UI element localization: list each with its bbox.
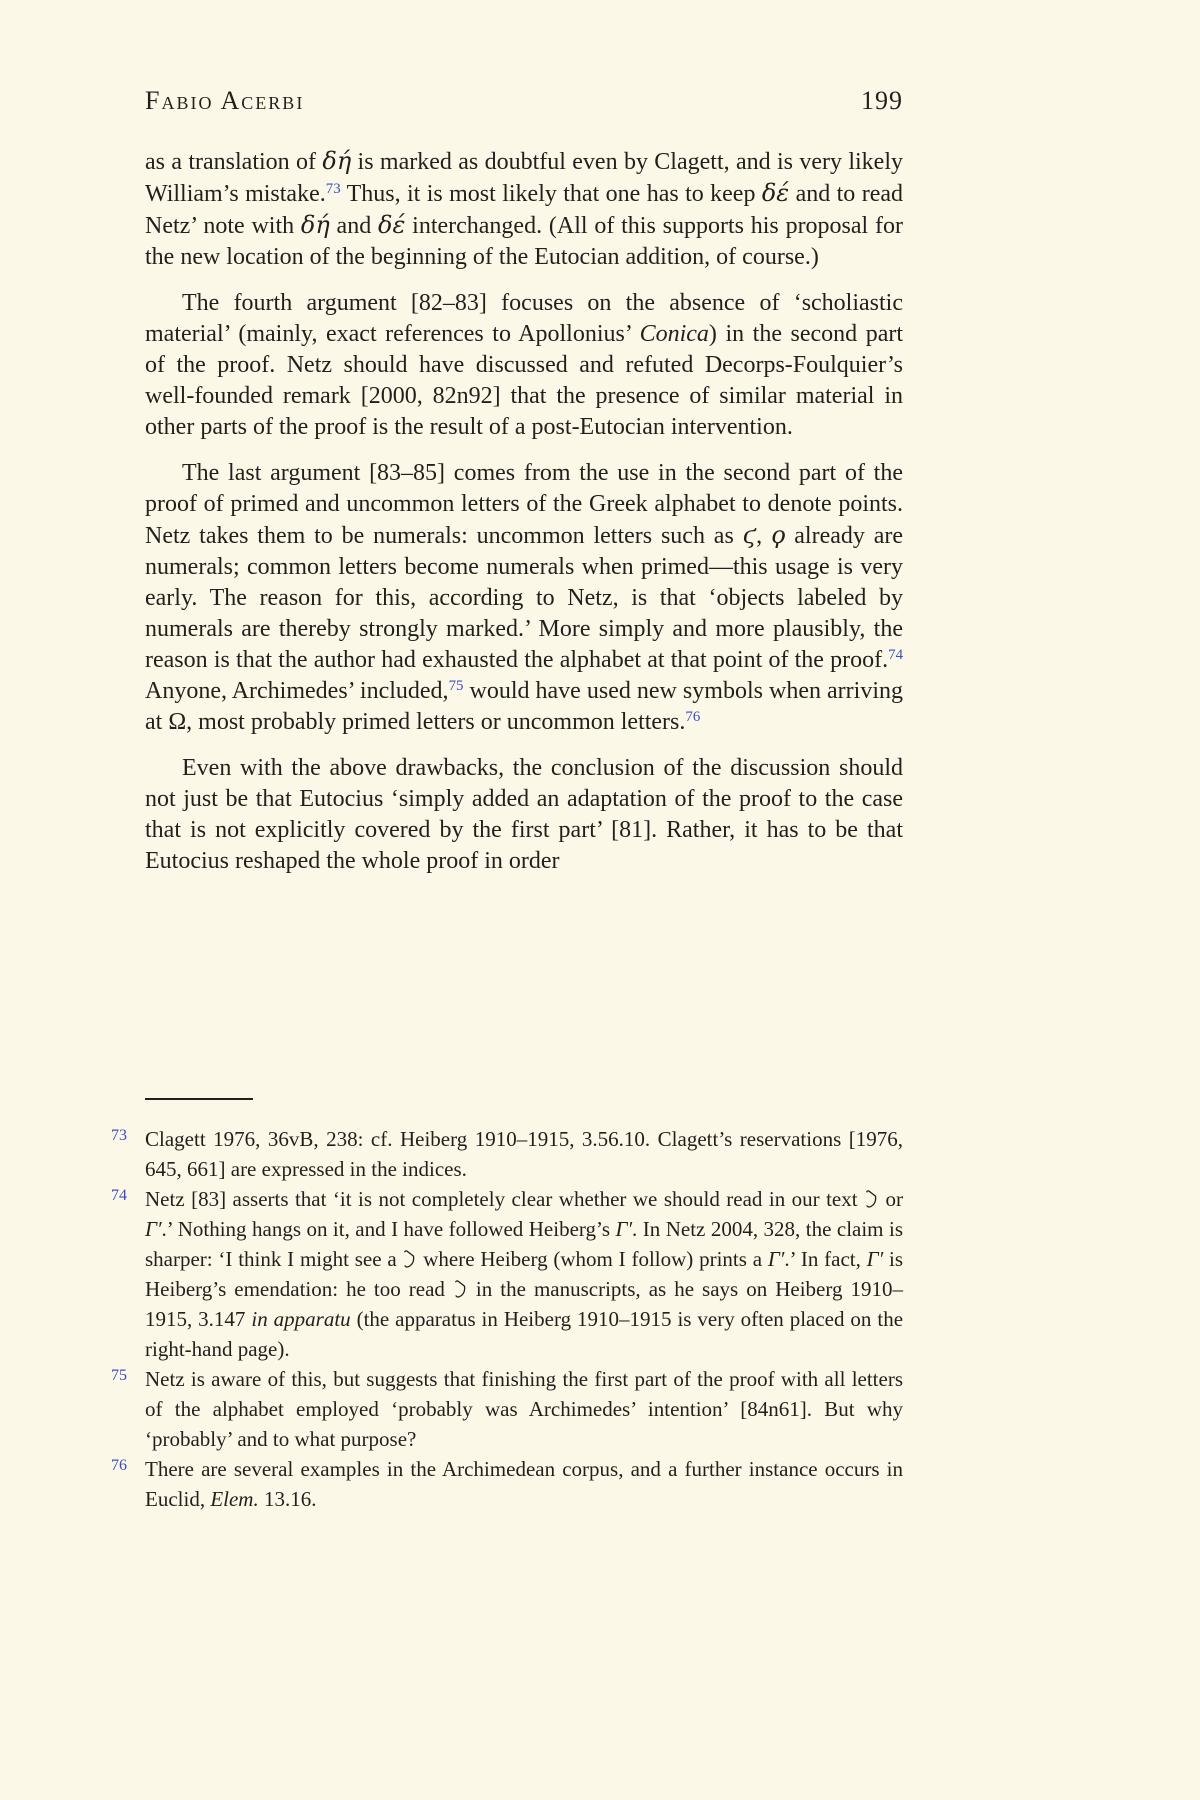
footnote-text: [145, 1367, 903, 1451]
footnote-text: [145, 1127, 903, 1181]
footnote-item: [111, 1454, 903, 1514]
text-run: Even with the above drawbacks, the conclusion of the discussion should not just be that Eutocius ‘simply added an adaptation of the proof to the case that is not explicitly covered by the first part’ [81]. Rather, it has to be that Eutocius reshaped the whole proof in order: [145, 755, 903, 874]
text-run: and: [329, 213, 379, 239]
text-run: ,: [756, 523, 771, 549]
text-run: Netz is aware of this, but suggests that finishing the first part of the proof with all letters of the alphabet employed ‘probably was Archimedes’ intention’ [84n61]. But why ‘probably’ and to what purpose?: [145, 1367, 903, 1451]
footnote-block: [111, 1098, 904, 1514]
manuscript-glyph-icon: [453, 1276, 468, 1302]
page-number: 199: [861, 86, 903, 115]
text-run: There are several examples in the Archimedean corpus, and a further instance occurs in Euclid,: [145, 1457, 903, 1511]
text-run: Thus, it is most likely that one has to keep: [340, 181, 762, 207]
text-run: as a translation of: [145, 149, 323, 175]
footnote-text: [145, 1457, 903, 1511]
footnote-item: [111, 1124, 903, 1184]
footnote-marker: 75: [111, 1367, 127, 1384]
text-run: δή: [322, 147, 352, 175]
text-run: Γ′: [615, 1217, 633, 1241]
text-run: is Heiberg’s emendation: he too read: [145, 1247, 904, 1301]
text-run: δή: [300, 211, 330, 239]
text-run: interchanged. (All of this supports his proposal for the new location of the beginning of the Eutocian addition, of course.): [145, 213, 904, 270]
text-run: .’ Nothing hangs on it, and I have followed Heiberg’s: [161, 1217, 616, 1241]
text-run: .’ In fact,: [784, 1247, 867, 1271]
text-run: Anyone, Archimedes’ included,: [145, 678, 449, 704]
article-body: [145, 146, 903, 877]
footnote-reference: 76: [685, 708, 701, 725]
footnote-rule: [145, 1098, 253, 1100]
text-run: Clagett 1976, 36vB, 238: cf. Heiberg 1910–1915, 3.56.10. Clagett’s reservations [1976, 645, 661] are expressed in the indices.: [145, 1127, 903, 1181]
footnote-item: [111, 1364, 903, 1454]
text-run: in apparatu: [251, 1307, 351, 1331]
text-run: in the manuscripts, as he says on Heiberg 1910–1915, 3.147: [145, 1277, 903, 1331]
paragraph: [145, 288, 903, 443]
text-run: (the apparatus in Heiberg 1910–1915 is very often placed on the right-hand page).: [145, 1307, 904, 1361]
footnote-marker: 76: [111, 1457, 127, 1474]
manuscript-glyph-icon: [864, 1186, 879, 1212]
paragraph: [145, 146, 903, 273]
text-run: δέ: [378, 211, 406, 239]
text-run: The last argument [83–85] comes from the use in the second part of the proof of primed and uncommon letters of the Greek alphabet to denote points. Netz takes them to be numerals: uncommon letters such as: [145, 460, 903, 549]
footnote-text: [145, 1187, 903, 1361]
text-run: ϛ: [742, 521, 757, 549]
text-run: would have used new symbols when arriving at Ω, most probably primed letters or uncommon letters.: [145, 678, 903, 735]
manuscript-glyph-icon: [402, 1246, 417, 1272]
running-head-author: Fabio Acerbi: [145, 86, 305, 115]
footnote-reference: 75: [448, 677, 464, 694]
text-run: already are numerals; common letters become numerals when primed—this usage is very early. The reason for this, according to Netz, is that ‘objects labeled by numerals are thereby strongly marked.’ More simply and more plausibly, the reason is that the author had exhausted the alphabet at that point of the proof.: [145, 523, 904, 673]
footnote-item: [111, 1184, 904, 1364]
text-run: Conica: [639, 321, 709, 347]
text-run: Γ′: [767, 1247, 785, 1271]
footnote-reference: 74: [888, 646, 903, 663]
text-run: δέ: [761, 179, 790, 207]
text-run: Γ′: [145, 1217, 162, 1241]
text-run: Elem.: [210, 1487, 259, 1511]
footnotes-section: [111, 1124, 904, 1514]
paragraph: [145, 458, 903, 738]
text-run: or: [879, 1187, 903, 1211]
text-run: 13.16.: [258, 1487, 317, 1511]
text-run: and to read Netz’ note with: [145, 181, 903, 239]
text-run: ϙ: [770, 521, 786, 549]
text-run: Γ′: [866, 1247, 884, 1271]
page-header: [145, 86, 903, 116]
text-run: where Heiberg (whom I follow) prints a: [417, 1247, 768, 1271]
text-run: The fourth argument [82–83] focuses on the absence of ‘scholiastic material’ (mainly, exact references to Apollonius’: [145, 290, 903, 347]
text-run: is marked as doubtful even by Clagett, and is very likely William’s mistake.: [145, 149, 903, 207]
text-run: . In Netz 2004, 328, the claim is sharper: ‘I think I might see a: [145, 1217, 903, 1271]
footnote-reference: 73: [325, 180, 341, 197]
text-run: Netz [83] asserts that ‘it is not completely clear whether we should read in our text: [145, 1187, 865, 1211]
footnote-marker: 73: [111, 1127, 127, 1144]
text-run: ) in the second part of the proof. Netz should have discussed and refuted Decorps-Foulquier’s well-founded remark [2000, 82n92] that the presence of similar material in other parts of the proof is the result of a post-Eutocian intervention.: [145, 321, 904, 440]
footnote-marker: 74: [111, 1187, 127, 1204]
paragraph: [145, 753, 903, 877]
